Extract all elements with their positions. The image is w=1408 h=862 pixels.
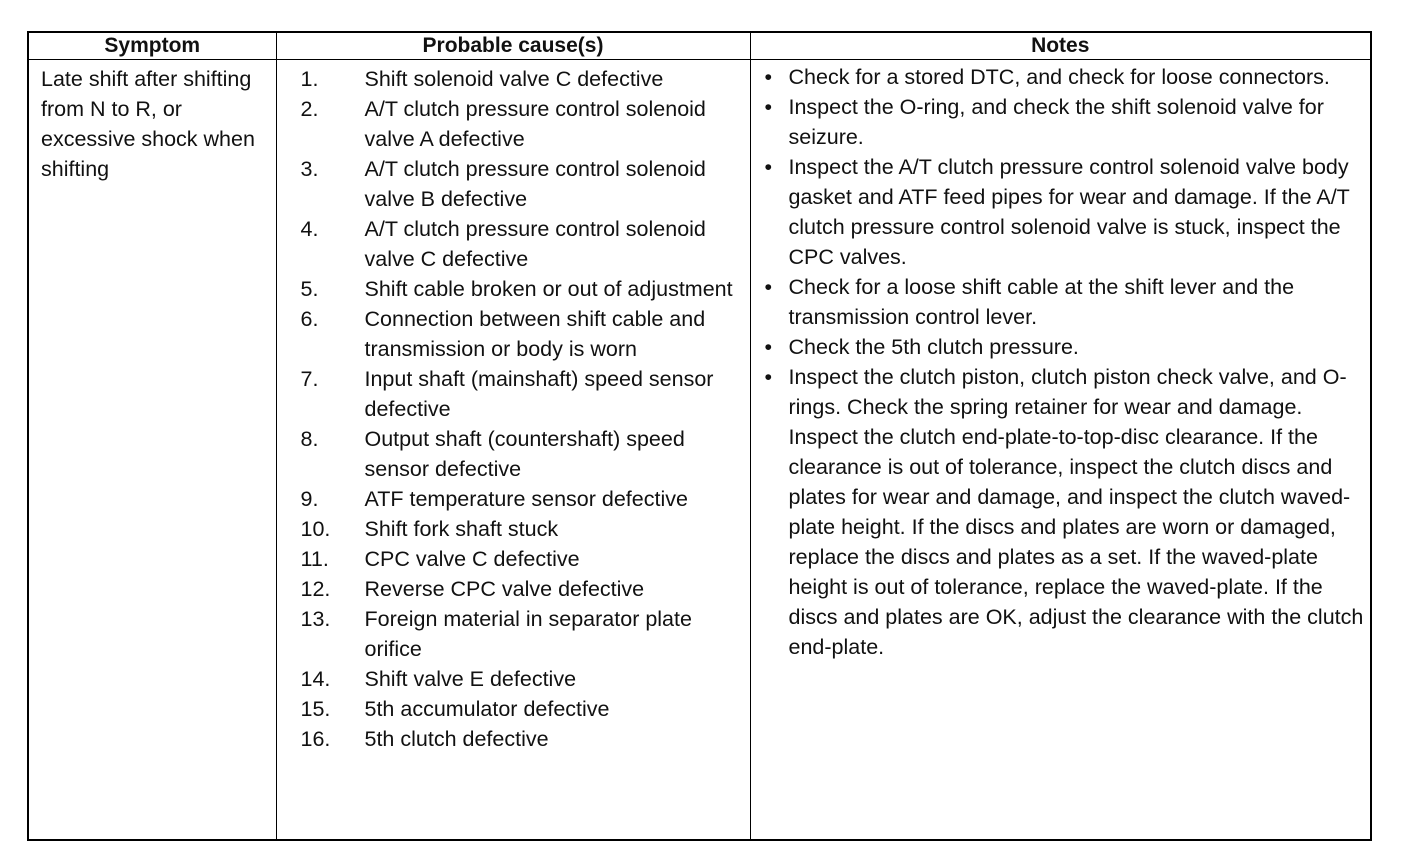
cause-text: ATF temperature sensor defective	[364, 487, 688, 511]
cause-number: 14.	[300, 667, 331, 691]
bullet-icon: •	[764, 155, 773, 179]
note-list	[751, 60, 1371, 662]
cause-text: Shift solenoid valve C defective	[364, 67, 664, 91]
symptom-text: Late shift after shifting from N to R, or excessive shock when shifting	[41, 67, 255, 181]
cause-text: Connection between shift cable and transmission or body is worn	[364, 307, 706, 361]
header-row	[28, 32, 1371, 60]
cause-item	[277, 694, 750, 724]
cause-item	[277, 94, 750, 154]
note-item	[765, 362, 1365, 662]
cause-number: 8.	[300, 427, 319, 451]
cause-number: 15.	[300, 697, 331, 721]
note-item	[765, 272, 1365, 332]
note-text: Check the 5th clutch pressure.	[788, 335, 1079, 359]
cause-text: Shift valve E defective	[364, 667, 577, 691]
cause-text: 5th accumulator defective	[364, 697, 610, 721]
bullet-icon: •	[764, 275, 773, 299]
cause-text: CPC valve C defective	[364, 547, 580, 571]
cause-number: 9.	[300, 487, 319, 511]
cause-list	[277, 60, 750, 754]
bullet-icon: •	[764, 335, 773, 359]
troubleshooting-table	[27, 31, 1372, 841]
symptom-cell	[28, 60, 276, 841]
cause-item	[277, 364, 750, 424]
cause-item	[277, 544, 750, 574]
cause-text: Output shaft (countershaft) speed sensor defective	[364, 427, 685, 481]
bullet-icon: •	[764, 95, 773, 119]
cause-item	[277, 574, 750, 604]
cause-text: Shift fork shaft stuck	[364, 517, 559, 541]
cause-item	[277, 274, 750, 304]
cause-text: 5th clutch defective	[364, 727, 549, 751]
cause-text: Shift cable broken or out of adjustment	[364, 277, 733, 301]
cause-item	[277, 484, 750, 514]
cause-text: A/T clutch pressure control solenoid valve A defective	[364, 97, 706, 151]
note-item	[765, 152, 1365, 272]
cause-item	[277, 304, 750, 364]
note-item	[765, 62, 1365, 92]
cause-number: 16.	[300, 727, 331, 751]
cause-item	[277, 64, 750, 94]
cause-item	[277, 424, 750, 484]
cause-item	[277, 214, 750, 274]
table-row	[28, 60, 1371, 841]
note-item	[765, 332, 1365, 362]
bullet-icon: •	[764, 365, 773, 389]
causes-cell	[276, 60, 750, 841]
cause-text: A/T clutch pressure control solenoid valve B defective	[364, 157, 706, 211]
note-text: Inspect the clutch piston, clutch piston check valve, and O-rings. Check the spring retainer for wear and damage. Inspect the clutch end-plate-to-top-disc clearance. If the clearance is out of tolerance, inspect the clutch discs and plates for wear and damage, and inspect the clutch waved-plate height. If the discs and plates are worn or damaged, replace the discs and plates as a set. If the waved-plate height is out of tolerance, replace the waved-plate. If the discs and plates are OK, adjust the clearance with the clutch end-plate.	[788, 365, 1364, 659]
cause-number: 2.	[300, 97, 319, 121]
cause-number: 12.	[300, 577, 331, 601]
cause-number: 11.	[300, 547, 329, 571]
note-item	[765, 92, 1365, 152]
cause-number: 5.	[300, 277, 319, 301]
cause-item	[277, 724, 750, 754]
cause-item	[277, 664, 750, 694]
header-notes: Notes	[750, 32, 1371, 60]
cause-number: 13.	[300, 607, 331, 631]
cause-text: Foreign material in separator plate orifice	[364, 607, 692, 661]
note-text: Inspect the A/T clutch pressure control solenoid valve body gasket and ATF feed pipes for wear and damage. If the A/T clutch pressure control solenoid valve is stuck, inspect the CPC valves.	[788, 155, 1350, 269]
cause-item	[277, 154, 750, 214]
note-text: Inspect the O-ring, and check the shift solenoid valve for seizure.	[788, 95, 1324, 149]
header-symptom: Symptom	[28, 32, 276, 60]
cause-number: 4.	[300, 217, 319, 241]
cause-number: 7.	[300, 367, 319, 391]
note-text: Check for a loose shift cable at the shift lever and the transmission control lever.	[788, 275, 1295, 329]
cause-text: A/T clutch pressure control solenoid valve C defective	[364, 217, 706, 271]
bullet-icon: •	[764, 65, 773, 89]
header-probable-causes: Probable cause(s)	[276, 32, 750, 60]
cause-number: 6.	[300, 307, 319, 331]
cause-number: 1.	[300, 67, 319, 91]
cause-item	[277, 514, 750, 544]
cause-item	[277, 604, 750, 664]
notes-cell	[750, 60, 1371, 841]
cause-number: 3.	[300, 157, 319, 181]
cause-number: 10.	[300, 517, 331, 541]
note-text: Check for a stored DTC, and check for loose connectors.	[788, 65, 1330, 89]
cause-text: Input shaft (mainshaft) speed sensor defective	[364, 367, 714, 421]
cause-text: Reverse CPC valve defective	[364, 577, 645, 601]
